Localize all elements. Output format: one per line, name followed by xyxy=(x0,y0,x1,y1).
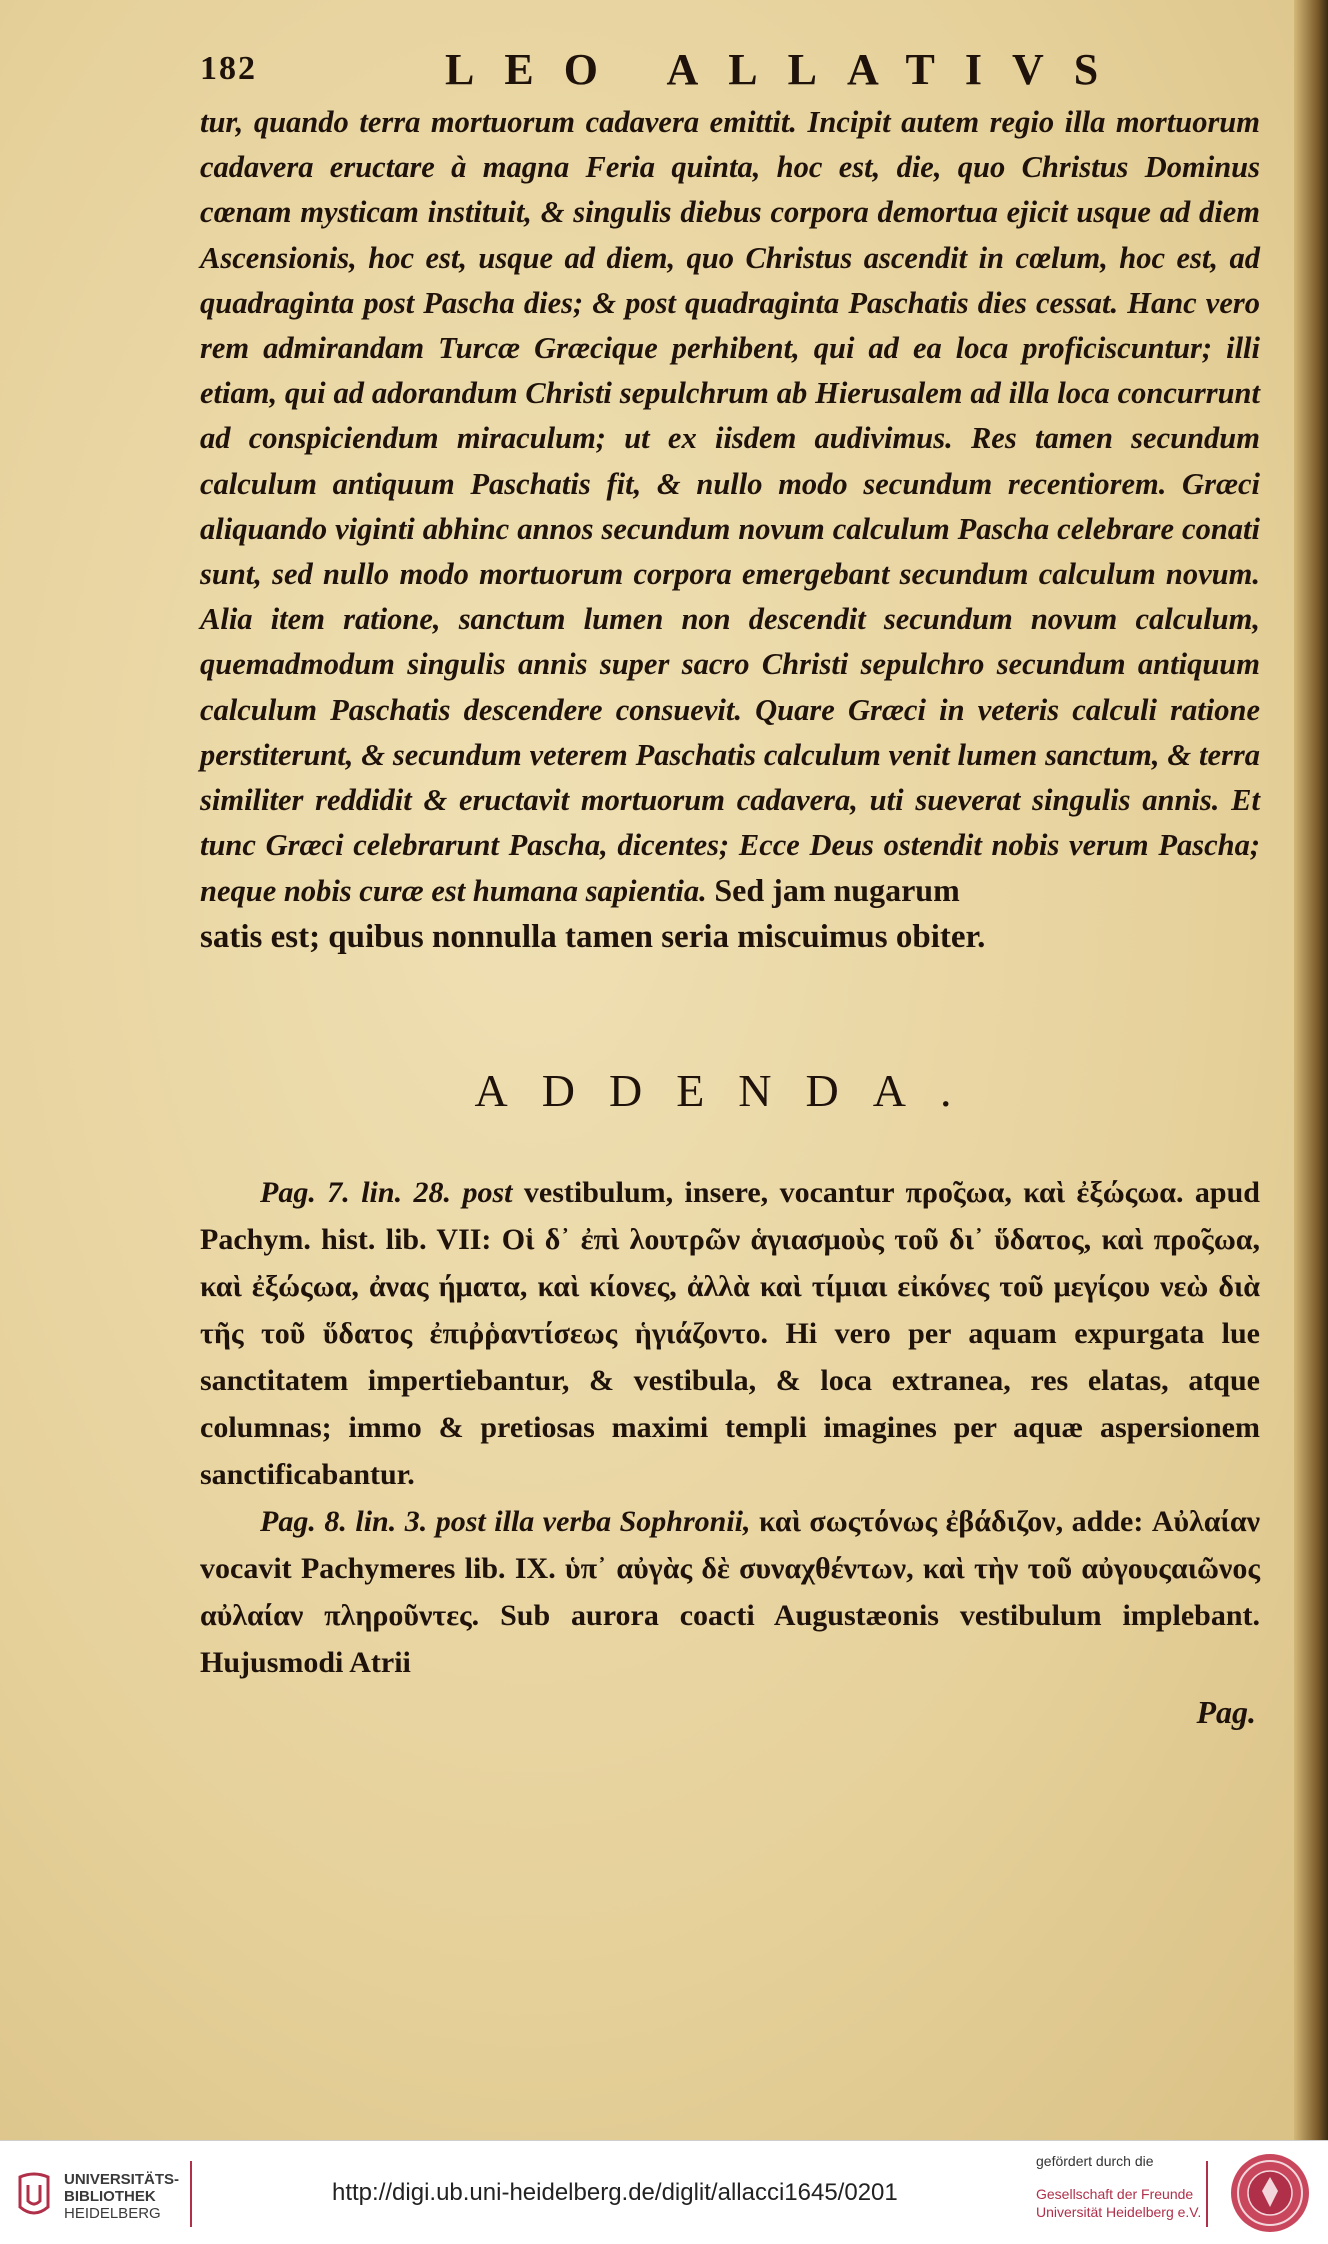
catchword: Pag. xyxy=(1196,1693,1256,1730)
society-name-line: Universität Heidelberg e.V. xyxy=(1036,2204,1202,2220)
addenda-heading: ADDENDA. xyxy=(474,1064,986,1116)
addenda-entry xyxy=(200,1498,1260,1686)
footer-divider xyxy=(190,2161,192,2227)
addenda-entry xyxy=(200,1169,1260,1498)
addenda-ref: Pag. 7. lin. 28. post xyxy=(260,1175,513,1209)
main-paragraph xyxy=(200,100,1260,915)
main-roman-line: satis est; quibus nonnulla tamen seria miscuimus obiter. xyxy=(200,918,986,955)
library-name-line: HEIDELBERG xyxy=(64,2205,161,2222)
page-edge-shadow xyxy=(1294,0,1328,2140)
library-name-line: UNIVERSITÄTS- xyxy=(64,2171,180,2188)
addenda-text: vestibulum, insere, vocantur προ̃ςωα, καὶ ἐξώςωα. apud Pachym. hist. lib. VII: Οἱ δ᾽ ἐπὶ λουτρῶν ἁγιασμοὺς τοῦ δι᾽ ὕδατος, καὶ προ̃ςωα, καὶ ἐξώςωα, ἀνας ήματα, καὶ κίονες, ἀλλὰ καὶ τίμιαι εἰκόνες τοῦ μεγίςου νεὼ διὰ τῆς τοῦ ὕδατος ἐπιῤῥαντίσεως ἡγιάζοντο. Hi vero per aquam expurgata lue sanctitatem impertiebantur, & vestibula, & loca extranea, res elatas, atque columnas; immo & pretiosas maximi templi imagines per aquæ aspersionem sanctificabantur. xyxy=(200,1175,1260,1491)
page-text-block xyxy=(200,44,1260,1731)
running-head xyxy=(200,44,1260,100)
running-title: LEO ALLATIVS xyxy=(445,45,1129,94)
folio-number: 182 xyxy=(200,50,257,87)
main-roman-tail: Sed jam nugarum xyxy=(714,872,960,909)
library-name xyxy=(64,2171,179,2222)
university-library-logo-icon xyxy=(14,2171,54,2219)
addenda-ref: Pag. 8. lin. 3. post illa verba Sophronii, xyxy=(260,1504,751,1538)
permalink-url[interactable]: http://digi.ub.uni-heidelberg.de/diglit/allacci1645/0201 xyxy=(332,2179,898,2206)
university-seal-icon xyxy=(1228,2151,1312,2235)
funded-by-label: gefördert durch die xyxy=(1036,2153,1154,2169)
footer-divider xyxy=(1206,2161,1208,2227)
society-name xyxy=(1036,2185,1201,2221)
main-italic-text: tur, quando terra mortuorum cadavera emittit. Incipit autem regio illa mortuorum cadavera eructare à magna Feria quinta, hoc est, die, quo Christus Dominus cœnam mysticam instituit, & singulis diebus corpora demortua ejicit usque ad diem Ascensionis, hoc est, usque ad diem, quo Christus ascendit in cœlum, hoc est, ad quadraginta post Pascha dies; & post quadraginta Paschatis dies cessat. Hanc vero rem admirandam Turcæ Græcique perhibent, qui ad ea loca proficiscuntur; illi etiam, qui ad adorandum Christi sepulchrum ab Hierusalem ad illa loca concurrunt ad conspiciendum miraculum; ut ex iisdem audivimus. Res tamen secundum calculum antiquum Paschatis fit, & nullo modo secundum recentiorem. Græci aliquando viginti abhinc annos secundum novum calculum Pascha celebrare conati sunt, sed nullo modo mortuorum corpora emergebant secundum calculum novum. Alia item ratione, sanctum lumen non descendit secundum novum calculum, quemadmodum singulis annis super sacro Christi sepulchro secundum antiquum calculum Paschatis descendere consuevit. Quare Græci in veteris calculi ratione perstiterunt, & secundum veterem Paschatis calculum venit lumen sanctum, & terra similiter reddidit & eructavit mortuorum cadavera, uti sueverat singulis annis. Et tunc Græci celebrarunt Pascha, dicentes; Ecce Deus ostendit nobis verum Pascha; neque nobis curæ est humana sapientia. xyxy=(200,105,1260,909)
library-name-line: BIBLIOTHEK xyxy=(64,2188,156,2205)
society-name-line: Gesellschaft der Freunde xyxy=(1036,2186,1194,2202)
footer-bar xyxy=(0,2140,1328,2244)
addenda-text: καὶ σωςτόνως ἐβάδιζον, adde: Αὐλαίαν vocavit Pachymeres lib. IX. ὑπ᾽ αὐγὰς δὲ συναχθέντων, καὶ τὴν τοῦ αὐγουςαιῶνος αὐλαίαν πληροῦντες. Sub aurora coacti Augustæonis vestibulum implebant. Hujusmodi Atrii xyxy=(200,1504,1260,1679)
